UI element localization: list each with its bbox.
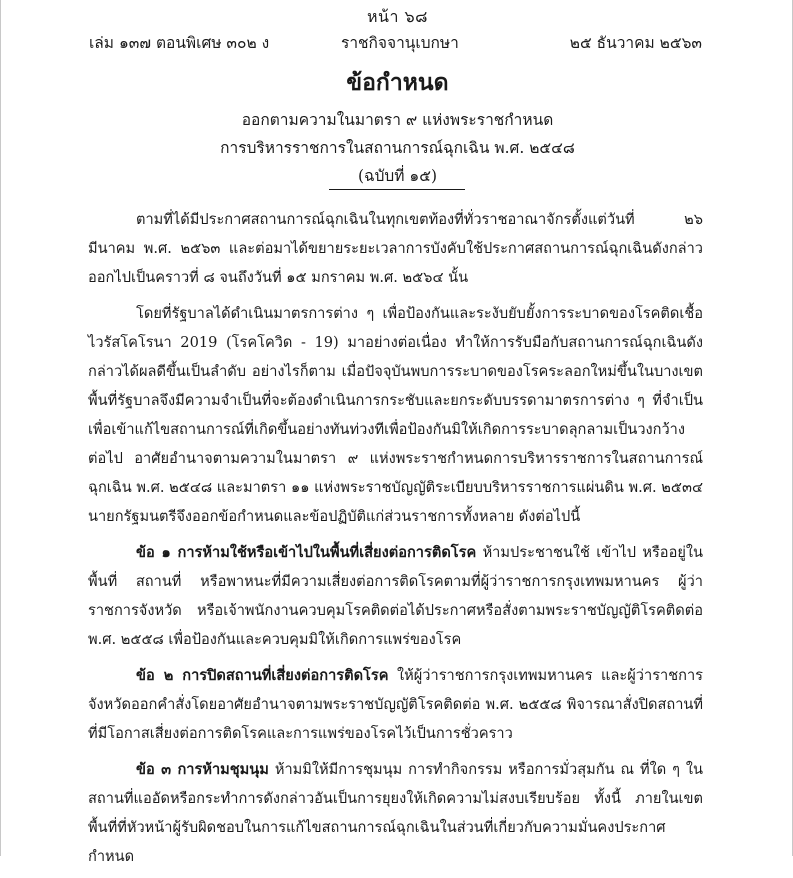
clause-2-text: ให้ผู้ว่าราชการกรุงเทพมหานคร และผู้ว่าราชการจังหวัดออกคำสั่งโดยอาศัยอำนาจตามพระราชบัญญัติโรคติดต่อ พ.ศ. ๒๕๕๘ พิจารณาสั่งปิดสถานที่ที่มีโอกาสเสี่ยงต่อการติดโรคและการแพร่ของโรคไว้เป็นการชั่วคราว <box>88 667 703 742</box>
document-title: ข้อกำหนด <box>346 69 449 96</box>
title-line-2: การบริหารราชการในสถานการณ์ฉุกเฉิน พ.ศ. ๒๕๔๘ <box>220 139 575 157</box>
clause-1-text: ห้ามประชาชนใช้ เข้าไป หรืออยู่ในพื้นที่ สถานที่ หรือพาหนะที่มีความเสี่ยงต่อการติดโรคตามที่ผู้ว่าราชการกรุงเทพมหานคร ผู้ว่าราชการจังหวัด หรือเจ้าพนักงานควบคุมโรคติดต่อได้ประกาศหรือสั่งตามพระราชบัญญัติโรคติดต่อ พ.ศ. ๒๕๕๘ เพื่อป้องกันและควบคุมมิให้เกิดการแพร่ของโรค <box>88 544 703 648</box>
running-header <box>89 30 702 52</box>
clause-3-text: ห้ามมิให้มีการชุมนุม การทำกิจกรรม หรือการมั่วสุมกัน ณ ที่ใด ๆ ในสถานที่แออัดหรือกระทำการดังกล่าวอันเป็นการยุยงให้เกิดความไม่สงบเรียบร้อย ทั้งนี้ ภายในเขตพื้นที่ที่หัวหน้าผู้รับผิดชอบในการแก้ไขสถานการณ์ฉุกเฉินในส่วนที่เกี่ยวกับความมั่นคงประกาศกำหนด <box>88 761 703 865</box>
paragraph-rationale: โดยที่รัฐบาลได้ดำเนินมาตรการต่าง ๆ เพื่อป้องกันและระงับยับยั้งการระบาดของโรคติดเชื้อไวรัสโคโรนา 2019 (โรคโควิด - 19) มาอย่างต่อเนื่อง ทำให้การรับมือกับสถานการณ์ฉุกเฉินดังกล่าวได้ผลดีขึ้นเป็นลำดับ อย่างไรก็ตาม เมื่อปัจจุบันพบการระบาดของโรคระลอกใหม่ขึ้นในบางเขตพื้นที่รัฐบาลจึงมีความจำเป็นที่จะต้องดำเนินการกระชับและยกระดับบรรดามาตรการต่าง ๆ ที่จำเป็นเพื่อเข้าแก้ไขสถานการณ์ที่เกิดขึ้นอย่างทันท่วงทีเพื่อป้องกันมิให้เกิดการระบาดลุกลามเป็นวงกว้างต่อไป อาศัยอำนาจตามความในมาตรา ๙ แห่งพระราชกำหนดการบริหารราชการในสถานการณ์ฉุกเฉิน พ.ศ. ๒๕๔๘ และมาตรา ๑๑ แห่งพระราชบัญญัติระเบียบบริหารราชการแผ่นดิน พ.ศ. ๒๕๓๔ นายกรัฐมนตรีจึงออกข้อกำหนดและข้อปฏิบัติแก่ส่วนราชการทั้งหลาย ดังต่อไปนี้ <box>88 305 703 525</box>
title-line-1: ออกตามความในมาตรา ๙ แห่งพระราชกำหนด <box>241 111 554 129</box>
paragraph-preamble: ตามที่ได้มีประกาศสถานการณ์ฉุกเฉินในทุกเขตท้องที่ทั่วราชอาณาจักรตั้งแต่วันที่ ๒๖ มีนาคม พ.ศ. ๒๕๖๓ และต่อมาได้ขยายระยะเวลาการบังคับใช้ประกาศสถานการณ์ฉุกเฉินดังกล่าวออกไปเป็นคราวที่ ๘ จนถึงวันที่ ๑๕ มกราคม พ.ศ. ๒๕๖๔ นั้น <box>88 211 703 286</box>
clause-2-heading: ข้อ ๒ การปิดสถานที่เสี่ยงต่อการติดโรค <box>136 667 389 684</box>
clause-1 <box>88 538 703 654</box>
publication-date: ๒๕ ธันวาคม ๒๕๖๓ <box>569 34 702 52</box>
page-number: หน้า ๖๘ <box>366 7 429 26</box>
clause-1-heading: ข้อ ๑ การห้ามใช้หรือเข้าไปในพื้นที่เสี่ยงต่อการติดโรค <box>136 544 477 561</box>
title-block <box>1 68 793 190</box>
clause-2 <box>88 661 703 748</box>
volume-info: เล่ม ๑๓๗ ตอนพิเศษ ๓๐๒ ง <box>89 34 270 52</box>
clause-3 <box>88 755 703 871</box>
title-divider <box>329 189 465 190</box>
title-line-3: (ฉบับที่ ๑๕) <box>357 167 438 185</box>
gazette-name: ราชกิจจานุเบกษา <box>341 34 459 52</box>
clause-3-heading: ข้อ ๓ การห้ามชุมนุม <box>136 761 269 778</box>
document-body <box>88 205 703 878</box>
